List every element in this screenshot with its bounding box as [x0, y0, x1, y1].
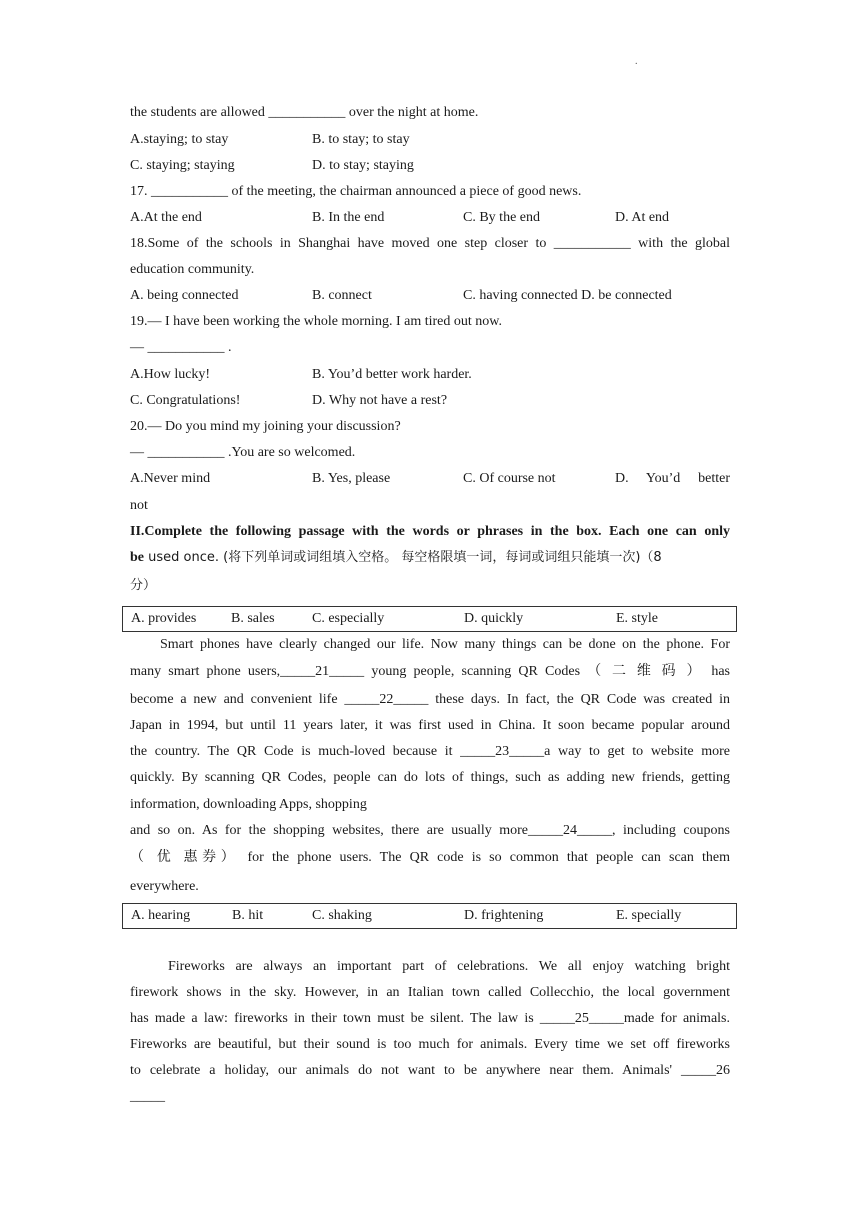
q20-stem-line2: — ___________ .You are so welcomed.	[130, 445, 356, 460]
passage1-line1: Smart phones have clearly changed our life. Now many things can be done on the phone. For	[160, 637, 730, 652]
q17-option-d: D. At end	[615, 210, 670, 225]
q19-option-d: D. Why not have a rest?	[312, 393, 448, 408]
word-box-1-b: B. sales	[231, 611, 275, 626]
passage2-line6: _____	[130, 1089, 165, 1104]
word-box-1	[122, 606, 737, 632]
passage1-line8: and so on. As for the shopping websites, there are usually more_____24_____, including coupons	[130, 823, 730, 838]
passage1-line6: quickly. By scanning QR Codes, people can do lots of things, such as adding new friends, getting	[130, 770, 730, 785]
q20-option-b: B. Yes, please	[312, 471, 391, 486]
section2-heading-instructions: used once. (将下列单词或词组填入空格。 每空格限填一词，每词或词组只能填一次)（8	[144, 550, 662, 565]
word-box-2-e: E. specially	[616, 908, 682, 923]
word-box-2-a: A. hearing	[131, 908, 191, 923]
q20-stem-line1: 20.— Do you mind my joining your discussion?	[130, 419, 401, 434]
passage2-line5: to celebrate a holiday, our animals do not want to be anywhere near them. Animals' _____26	[130, 1063, 730, 1078]
q16-option-a: A.staying; to stay	[130, 132, 229, 147]
section2-heading-bold-word: be	[130, 550, 144, 565]
q17-option-a: A.At the end	[130, 210, 202, 225]
q16-option-b: B. to stay; to stay	[312, 132, 410, 147]
q18-option-a: A. being connected	[130, 288, 239, 303]
passage1-line9: （ 优 惠券） for the phone users. The QR code is so common that people can scan them	[130, 850, 730, 865]
word-box-1-c: C. especially	[312, 611, 385, 626]
passage1-line5: the country. The QR Code is much-loved because it _____23_____a way to get to website more	[130, 744, 730, 759]
passage1-line7: information, downloading Apps, shopping	[130, 797, 367, 812]
passage2-line3: has made a law: fireworks in their town must be silent. The law is _____25_____made for animals.	[130, 1011, 730, 1026]
q16-stem: the students are allowed ___________ over the night at home.	[130, 105, 479, 120]
q17-option-b: B. In the end	[312, 210, 385, 225]
q20-option-c: C. Of course not	[463, 471, 556, 486]
section2-heading-line2	[130, 549, 730, 567]
word-box-2-c: C. shaking	[312, 908, 372, 923]
passage1-line4: Japan in 1994, but until 11 years later, it was first used in China. It soon became popular around	[130, 718, 730, 733]
q17-stem: 17. ___________ of the meeting, the chairman announced a piece of good news.	[130, 184, 582, 199]
q19-option-c: C. Congratulations!	[130, 393, 241, 408]
word-box-1-d: D. quickly	[464, 611, 524, 626]
header-mark: .	[635, 56, 638, 67]
q18-stem-line1: 18.Some of the schools in Shanghai have moved one step closer to ___________ with the global	[130, 236, 730, 251]
word-box-1-a: A. provides	[131, 611, 197, 626]
passage2-line2: firework shows in the sky. However, in an Italian town called Collecchio, the local government	[130, 985, 730, 1000]
q16-option-c: C. staying; staying	[130, 158, 235, 173]
passage1-line2: many smart phone users,_____21_____ young people, scanning QR Codes （ 二 维 码 ） has	[130, 664, 730, 679]
q20-option-d: D. You’d better	[615, 471, 730, 486]
section2-heading-line3: 分）	[130, 578, 157, 593]
q20-option-a: A.Never mind	[130, 471, 211, 486]
word-box-2-d: D. frightening	[464, 908, 544, 923]
q19-option-a: A.How lucky!	[130, 367, 211, 382]
q16-option-d: D. to stay; staying	[312, 158, 414, 173]
q17-option-c: C. By the end	[463, 210, 540, 225]
word-box-2-b: B. hit	[232, 908, 264, 923]
passage2-line1: Fireworks are always an important part of celebrations. We all enjoy watching bright	[168, 959, 730, 974]
q18-stem-line2: education community.	[130, 262, 255, 277]
q19-stem-line2: — ___________ .	[130, 340, 232, 355]
q19-stem-line1: 19.— I have been working the whole morning. I am tired out now.	[130, 314, 502, 329]
passage1-line3: become a new and convenient life _____22_____ these days. In fact, the QR Code was created in	[130, 692, 730, 707]
q19-option-b: B. You’d better work harder.	[312, 367, 472, 382]
q18-option-b: B. connect	[312, 288, 372, 303]
q20-option-d-cont: not	[130, 498, 148, 513]
q18-option-cd: C. having connected D. be connected	[463, 288, 672, 303]
word-box-2	[122, 903, 737, 929]
word-box-1-e: E. style	[616, 611, 658, 626]
passage2-line4: Fireworks are beautiful, but their sound is too much for animals. Every time we set off fireworks	[130, 1037, 730, 1052]
passage1-line10: everywhere.	[130, 879, 199, 894]
section2-heading-line1: II.Complete the following passage with the words or phrases in the box. Each one can only	[130, 524, 730, 539]
